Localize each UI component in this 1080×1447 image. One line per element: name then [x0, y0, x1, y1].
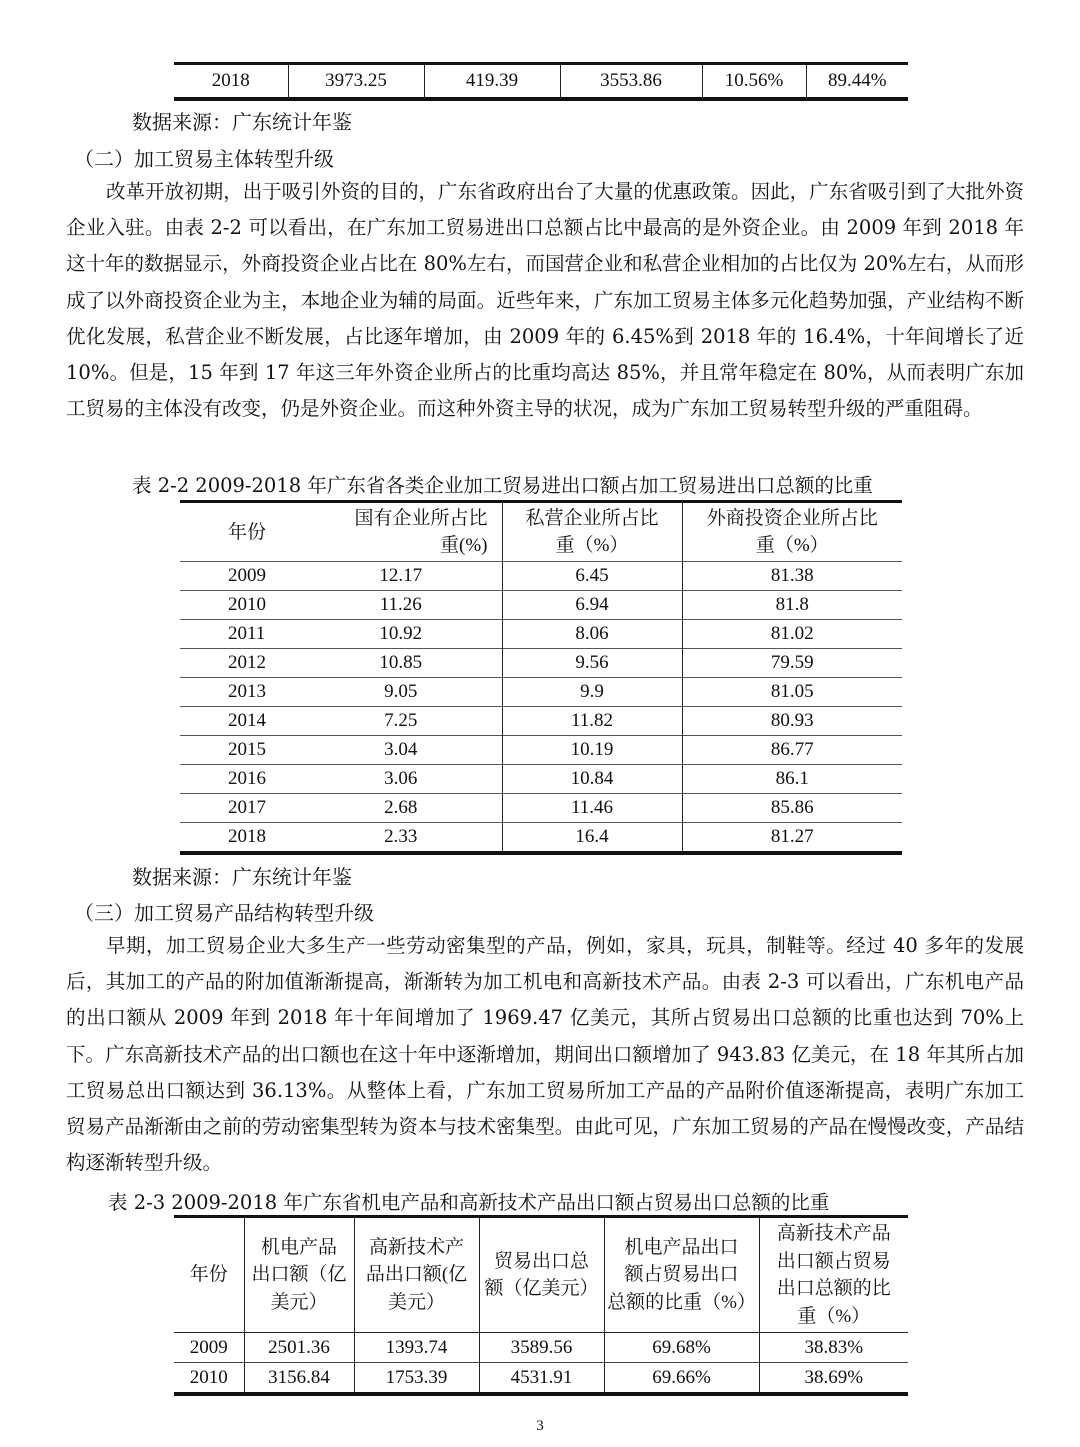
header-total-export	[479, 1217, 604, 1333]
section-heading: （三）加工贸易产品结构转型升级	[74, 901, 374, 925]
table-caption: 表 2-3 2009-2018 年广东省机电产品和高新技术产品出口额占贸易出口总额的比重	[108, 1191, 830, 1214]
header-line: 额占贸易出口	[624, 1264, 739, 1286]
cell: 7.25	[300, 707, 502, 736]
cell: 10.85	[300, 649, 502, 678]
cell: 9.56	[502, 649, 682, 678]
header-line: 重(%)	[440, 535, 488, 556]
cell: 38.83%	[759, 1333, 908, 1363]
header-year: 年份	[228, 521, 267, 543]
header-line: 高新技术产	[368, 1236, 464, 1258]
data-source-note: 数据来源：广东统计年鉴	[132, 865, 352, 889]
table-row	[180, 823, 902, 854]
section-heading: （二）加工贸易主体转型升级	[74, 147, 334, 171]
table-row	[180, 678, 902, 707]
header-line: 美元）	[270, 1291, 328, 1313]
table-2-3	[174, 1215, 908, 1396]
cell: 3973.25	[288, 64, 424, 100]
cell-year: 2011	[180, 620, 300, 649]
table-header-row	[180, 502, 902, 562]
header-line: 外商投资企业所占比	[706, 508, 878, 529]
cell-year: 2014	[180, 707, 300, 736]
table-row	[180, 794, 902, 823]
header-line: 贸易出口总	[493, 1250, 589, 1272]
table-row	[174, 1363, 908, 1395]
cell: 10.56%	[702, 64, 806, 100]
cell: 80.93	[682, 707, 902, 736]
data-source-note: 数据来源：广东统计年鉴	[132, 110, 352, 134]
header-hightech-share	[759, 1217, 908, 1333]
cell: 69.68%	[604, 1333, 759, 1363]
cell: 2501.36	[244, 1333, 354, 1363]
cell: 11.82	[502, 707, 682, 736]
cell: 11.26	[300, 591, 502, 620]
header-line: 国有企业所占比	[354, 508, 488, 529]
cell-year: 2012	[180, 649, 300, 678]
cell: 79.59	[682, 649, 902, 678]
cell: 12.17	[300, 562, 502, 591]
header-line: 年份	[189, 1264, 228, 1286]
cell: 2.68	[300, 794, 502, 823]
header-mech-elec-export	[244, 1217, 354, 1333]
table-caption: 表 2-2 2009-2018 年广东省各类企业加工贸易进出口额占加工贸易进出口总额的比重	[132, 474, 873, 497]
cell: 9.9	[502, 678, 682, 707]
cell: 6.94	[502, 591, 682, 620]
cell: 86.77	[682, 736, 902, 765]
cell-year: 2013	[180, 678, 300, 707]
cell: 4531.91	[479, 1363, 604, 1395]
header-line: 品出口额(亿	[365, 1264, 468, 1286]
cell: 2.33	[300, 823, 502, 854]
header-line: 额（亿美元）	[484, 1278, 599, 1299]
header-year	[174, 1217, 244, 1333]
cell-year: 2018	[211, 70, 250, 91]
body-paragraph: 改革开放初期，出于吸引外资的目的，广东省政府出台了大量的优惠政策。因此，广东省吸引到了大批外资企业入驻。由表 2-2 可以看出，在广东加工贸易进出口总额占比中最高的是外资企业。由 2009 年到 2018 年这十年的数据显示，外商投资企业占比在 80%左右，而国营企业和私营企业相加的占比仅为 20%左右，从而形成了以外商投资企业为主，本地企业为辅的局面。近些年来，广东加工贸易主体多元化趋势加强，产业结构不断优化发展，私营企业不断发展，占比逐年增加，由 2009 年的 6.45%到 2018 年的 16.4%，十年间增长了近 10%。但是，15 年到 17 年这三年外资企业所占的比重均高达 85%，并且常年稳定在 80%，从而表明广东加工贸易的主体没有改变，仍是外资企业。而这种外资主导的状况，成为广东加工贸易转型升级的严重阻碍。	[66, 180, 1024, 421]
cell: 3156.84	[244, 1363, 354, 1395]
body-paragraph: 早期，加工贸易企业大多生产一些劳动密集型的产品，例如，家具，玩具，制鞋等。经过 40 多年的发展后，其加工的产品的附加值渐渐提高，渐渐转为加工机电和高新技术产品。由表 2-3 可以看出，广东机电产品的出口额从 2009 年到 2018 年十年间增加了 1969.47 亿美元，其所占贸易出口总额的比重也达到 70%上下。广东高新技术产品的出口额也在这十年中逐渐增加，期间出口额增加了 943.83 亿美元，在 18 年其所占加工贸易总出口额达到 36.13%。从整体上看，广东加工贸易所加工产品的产品附价值逐渐提高，表明广东加工贸易产品渐渐由之前的劳动密集型转为资本与技术密集型。由此可见，广东加工贸易的产品在慢慢改变，产品结构逐渐转型升级。	[66, 934, 1024, 1175]
cell: 86.1	[682, 765, 902, 794]
page-number: 3	[536, 1418, 544, 1434]
table-row	[180, 707, 902, 736]
header-line: 机电产品	[260, 1236, 337, 1258]
header-line: 重（%）	[555, 535, 629, 556]
header-line: 美元）	[387, 1291, 445, 1313]
cell: 9.05	[300, 678, 502, 707]
cell-year: 2009	[180, 562, 300, 591]
cell: 81.02	[682, 620, 902, 649]
cell: 3.06	[300, 765, 502, 794]
cell: 1393.74	[354, 1333, 479, 1363]
cell: 89.44%	[806, 64, 908, 100]
cell: 81.05	[682, 678, 902, 707]
header-state-owned	[300, 502, 502, 562]
cell-year: 2017	[180, 794, 300, 823]
table-row	[180, 649, 902, 678]
cell: 10.19	[502, 736, 682, 765]
cell: 3589.56	[479, 1333, 604, 1363]
cell-year: 2010	[174, 1363, 244, 1395]
cell: 10.92	[300, 620, 502, 649]
cell: 1753.39	[354, 1363, 479, 1395]
header-line: 出口总额的比	[776, 1278, 891, 1299]
header-line: 机电产品出口	[624, 1236, 739, 1258]
table-row	[174, 64, 908, 100]
cell: 3.04	[300, 736, 502, 765]
cell-year: 2018	[180, 823, 300, 854]
table-row	[180, 736, 902, 765]
cell: 419.39	[424, 64, 560, 100]
table-row	[180, 620, 902, 649]
cell: 38.69%	[759, 1363, 908, 1395]
cell: 3553.86	[560, 64, 702, 100]
cell-year: 2016	[180, 765, 300, 794]
header-hightech-export	[354, 1217, 479, 1333]
table-2-1-tail	[174, 62, 908, 101]
cell: 16.4	[502, 823, 682, 854]
table-header-row	[174, 1217, 908, 1333]
cell: 85.86	[682, 794, 902, 823]
cell: 11.46	[502, 794, 682, 823]
header-foreign	[682, 502, 902, 562]
header-private	[502, 502, 682, 562]
cell: 81.27	[682, 823, 902, 854]
cell-year: 2015	[180, 736, 300, 765]
table-2-2	[180, 500, 902, 855]
cell: 69.66%	[604, 1363, 759, 1395]
header-line: 重（%）	[797, 1305, 871, 1327]
cell: 81.8	[682, 591, 902, 620]
cell: 10.84	[502, 765, 682, 794]
header-line: 私营企业所占比	[525, 508, 659, 529]
header-line: 高新技术产品	[776, 1223, 891, 1244]
cell-year: 2010	[180, 591, 300, 620]
cell: 6.45	[502, 562, 682, 591]
cell: 8.06	[502, 620, 682, 649]
header-line: 总额的比重（%）	[607, 1291, 756, 1313]
cell-year: 2009	[174, 1333, 244, 1363]
table-row	[180, 562, 902, 591]
header-line: 重（%）	[755, 535, 829, 556]
header-mech-elec-share	[604, 1217, 759, 1333]
cell: 81.38	[682, 562, 902, 591]
table-row	[180, 765, 902, 794]
header-line: 出口额占贸易	[776, 1250, 891, 1272]
table-row	[180, 591, 902, 620]
table-row	[174, 1333, 908, 1363]
header-line: 出口额（亿	[251, 1264, 347, 1286]
